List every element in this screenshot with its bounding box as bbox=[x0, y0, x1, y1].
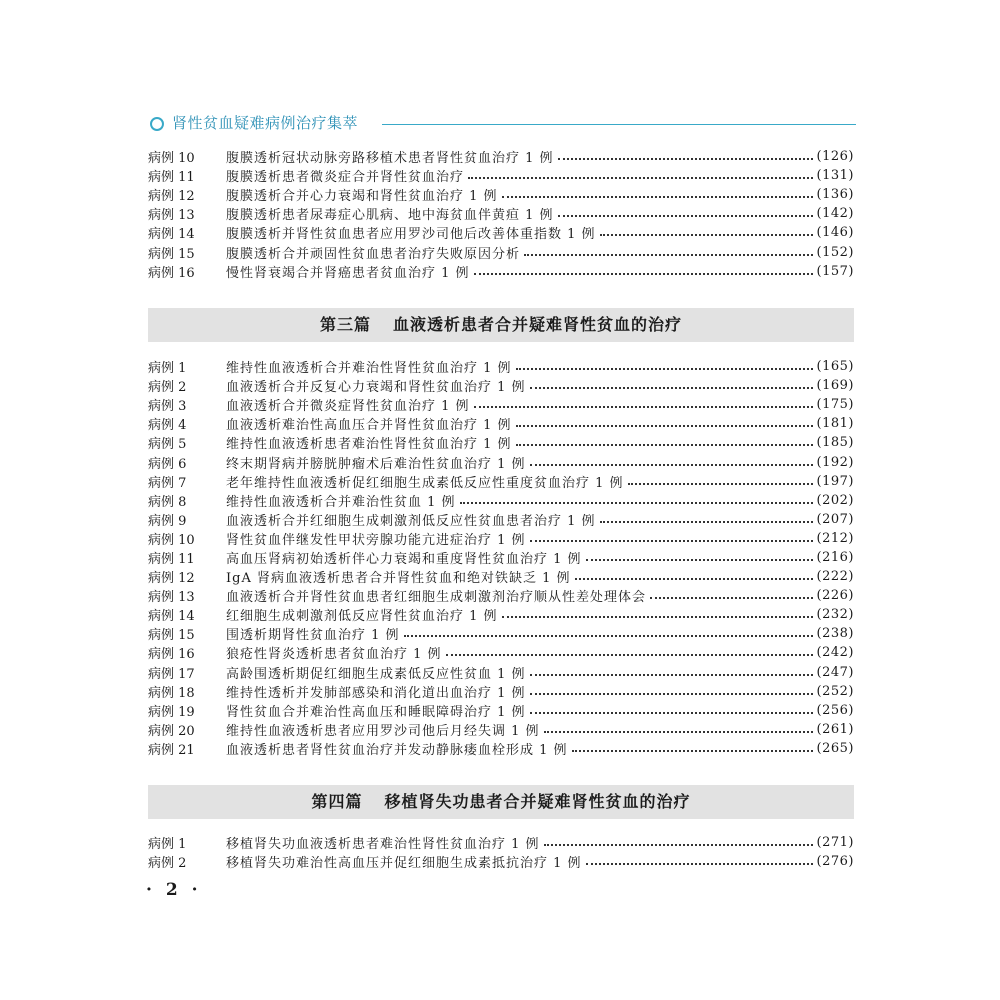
case-number: 病例 15 bbox=[148, 628, 195, 644]
dot-leader bbox=[600, 520, 813, 523]
toc-entry bbox=[148, 414, 854, 433]
dot-leader bbox=[474, 272, 813, 275]
case-title: 维持性血液透析合并难治性肾性贫血治疗 1 例 bbox=[226, 361, 512, 377]
case-number: 病例 9 bbox=[148, 513, 187, 529]
page-ref: (256) bbox=[816, 702, 854, 718]
dot-leader bbox=[530, 386, 813, 389]
page-ref: (181) bbox=[816, 416, 854, 432]
dot-leader bbox=[558, 157, 813, 160]
case-number: 病例 11 bbox=[148, 170, 195, 186]
case-number: 病例 1 bbox=[148, 837, 187, 853]
case-number: 病例 13 bbox=[148, 208, 195, 224]
page-number: · 2 · bbox=[146, 880, 202, 900]
page-ref: (142) bbox=[816, 206, 854, 222]
case-title: 移植肾失功难治性高血压并促红细胞生成素抵抗治疗 1 例 bbox=[226, 856, 582, 872]
toc-entry bbox=[148, 833, 854, 852]
case-title: 腹膜透析患者微炎症合并肾性贫血治疗 bbox=[226, 170, 465, 186]
case-title: 血液透析合并微炎症肾性贫血治疗 1 例 bbox=[226, 399, 470, 415]
case-title: 高血压肾病初始透析伴心力衰竭和重度肾性贫血治疗 1 例 bbox=[226, 551, 582, 567]
case-number: 病例 2 bbox=[148, 856, 187, 872]
case-title: 腹膜透析冠状动脉旁路移植术患者肾性贫血治疗 1 例 bbox=[226, 151, 554, 167]
toc-part4 bbox=[148, 833, 854, 871]
case-number: 病例 18 bbox=[148, 685, 195, 701]
case-number: 病例 10 bbox=[148, 151, 195, 167]
page-ref: (165) bbox=[816, 359, 854, 375]
dot-leader bbox=[474, 405, 813, 408]
dot-leader bbox=[586, 558, 813, 561]
section-heading-part4 bbox=[148, 785, 854, 819]
case-title: 维持性血液透析合并难治性贫血 1 例 bbox=[226, 494, 456, 510]
dot-leader bbox=[516, 367, 813, 370]
page-ref: (247) bbox=[816, 664, 854, 680]
page-ref: (252) bbox=[816, 683, 854, 699]
case-title: 慢性肾衰竭合并肾癌患者贫血治疗 1 例 bbox=[226, 265, 470, 281]
case-title: 老年维持性血液透析促红细胞生成素低反应性重度贫血治疗 1 例 bbox=[226, 475, 624, 491]
page-ref: (175) bbox=[816, 397, 854, 413]
case-title: 终末期肾病并膀胱肿瘤术后难治性贫血治疗 1 例 bbox=[226, 456, 526, 472]
case-number: 病例 20 bbox=[148, 723, 195, 739]
case-title: 血液透析合并反复心力衰竭和肾性贫血治疗 1 例 bbox=[226, 380, 526, 396]
case-number: 病例 2 bbox=[148, 380, 187, 396]
toc-entry bbox=[148, 147, 854, 166]
dot-leader bbox=[600, 233, 813, 236]
case-number: 病例 16 bbox=[148, 647, 195, 663]
toc-part3 bbox=[148, 357, 854, 758]
toc-entry bbox=[148, 510, 854, 529]
toc-entry bbox=[148, 643, 854, 662]
toc-entry bbox=[148, 852, 854, 871]
toc-entry bbox=[148, 204, 854, 223]
toc-entry bbox=[148, 242, 854, 261]
case-number: 病例 12 bbox=[148, 571, 195, 587]
case-title: 血液透析合并肾性贫血患者红细胞生成刺激剂治疗顺从性差处理体会 bbox=[226, 590, 647, 606]
case-number: 病例 8 bbox=[148, 494, 187, 510]
dot-leader bbox=[516, 424, 813, 427]
toc-entry bbox=[148, 586, 854, 605]
dot-leader bbox=[530, 463, 813, 466]
toc-entry bbox=[148, 491, 854, 510]
dot-leader bbox=[572, 749, 813, 752]
toc-entry bbox=[148, 223, 854, 242]
section-title: 血液透析患者合并疑难肾性贫血的治疗 bbox=[393, 315, 683, 334]
section-number: 第四篇 bbox=[311, 792, 363, 811]
toc-entry bbox=[148, 166, 854, 185]
case-number: 病例 16 bbox=[148, 265, 195, 281]
case-title: 腹膜透析并肾性贫血患者应用罗沙司他后改善体重指数 1 例 bbox=[226, 227, 596, 243]
page-ref: (157) bbox=[816, 263, 854, 279]
dot-leader bbox=[530, 692, 813, 695]
page-ref: (216) bbox=[816, 549, 854, 565]
circle-icon bbox=[150, 117, 164, 131]
case-title: 腹膜透析患者尿毒症心肌病、地中海贫血伴黄疸 1 例 bbox=[226, 208, 554, 224]
toc-entry bbox=[148, 185, 854, 204]
book-title: 肾性贫血疑难病例治疗集萃 bbox=[172, 114, 359, 132]
page-ref: (271) bbox=[816, 835, 854, 851]
page-ref: (169) bbox=[816, 378, 854, 394]
running-header bbox=[146, 112, 856, 136]
page-ref: (276) bbox=[816, 854, 854, 870]
case-number: 病例 3 bbox=[148, 399, 187, 415]
case-title: 肾性贫血伴继发性甲状旁腺功能亢进症治疗 1 例 bbox=[226, 532, 526, 548]
page-ref: (222) bbox=[816, 569, 854, 585]
dot-leader bbox=[586, 862, 813, 865]
toc-entry bbox=[148, 605, 854, 624]
toc-entry bbox=[148, 433, 854, 452]
case-number: 病例 17 bbox=[148, 666, 195, 682]
toc-entry bbox=[148, 529, 854, 548]
toc-entry bbox=[148, 376, 854, 395]
case-title: 红细胞生成刺激剂低反应肾性贫血治疗 1 例 bbox=[226, 609, 498, 625]
case-title: 腹膜透析合并心力衰竭和肾性贫血治疗 1 例 bbox=[226, 189, 498, 205]
dot-leader bbox=[524, 253, 813, 256]
dot-leader bbox=[404, 634, 813, 637]
toc-entry bbox=[148, 567, 854, 586]
case-title: IgA 肾病血液透析患者合并肾性贫血和绝对铁缺乏 1 例 bbox=[226, 571, 571, 587]
toc-entry bbox=[148, 701, 854, 720]
dot-leader bbox=[446, 653, 813, 656]
case-title: 维持性血液透析患者难治性肾性贫血治疗 1 例 bbox=[226, 437, 512, 453]
case-number: 病例 10 bbox=[148, 532, 195, 548]
toc-entry bbox=[148, 682, 854, 701]
case-number: 病例 1 bbox=[148, 361, 187, 377]
dot-leader bbox=[650, 596, 813, 599]
toc-entry bbox=[148, 739, 854, 758]
case-number: 病例 19 bbox=[148, 704, 195, 720]
dot-leader bbox=[530, 711, 813, 714]
page-ref: (261) bbox=[816, 721, 854, 737]
toc-entry bbox=[148, 452, 854, 471]
case-title: 腹膜透析合并顽固性贫血患者治疗失败原因分析 bbox=[226, 246, 521, 262]
page-ref: (212) bbox=[816, 530, 854, 546]
page-ref: (207) bbox=[816, 511, 854, 527]
case-title: 血液透析患者肾性贫血治疗并发动静脉瘘血栓形成 1 例 bbox=[226, 742, 568, 758]
toc-entry bbox=[148, 472, 854, 491]
toc-entry bbox=[148, 624, 854, 643]
case-number: 病例 5 bbox=[148, 437, 187, 453]
page-ref: (242) bbox=[816, 645, 854, 661]
case-title: 狼疮性肾炎透析患者贫血治疗 1 例 bbox=[226, 647, 442, 663]
toc-entry bbox=[148, 663, 854, 682]
case-title: 血液透析难治性高血压合并肾性贫血治疗 1 例 bbox=[226, 418, 512, 434]
toc-entry bbox=[148, 357, 854, 376]
dot-leader bbox=[544, 843, 813, 846]
case-title: 维持性血液透析患者应用罗沙司他后月经失调 1 例 bbox=[226, 723, 540, 739]
page-ref: (185) bbox=[816, 435, 854, 451]
case-number: 病例 12 bbox=[148, 189, 195, 205]
page-ref: (265) bbox=[816, 740, 854, 756]
toc-entry bbox=[148, 720, 854, 739]
dot-leader bbox=[558, 214, 813, 217]
dot-leader bbox=[502, 615, 813, 618]
dot-leader bbox=[468, 176, 813, 179]
case-number: 病例 4 bbox=[148, 418, 187, 434]
toc-entry bbox=[148, 548, 854, 567]
case-title: 围透析期肾性贫血治疗 1 例 bbox=[226, 628, 400, 644]
case-number: 病例 6 bbox=[148, 456, 187, 472]
case-number: 病例 15 bbox=[148, 246, 195, 262]
case-number: 病例 14 bbox=[148, 609, 195, 625]
case-title: 维持性透析并发肺部感染和消化道出血治疗 1 例 bbox=[226, 685, 526, 701]
page-ref: (192) bbox=[816, 454, 854, 470]
page-ref: (197) bbox=[816, 473, 854, 489]
case-number: 病例 7 bbox=[148, 475, 187, 491]
section-title: 移植肾失功患者合并疑难肾性贫血的治疗 bbox=[384, 792, 691, 811]
dot-leader bbox=[460, 501, 813, 504]
page-ref: (238) bbox=[816, 626, 854, 642]
dot-leader bbox=[516, 443, 813, 446]
section-heading-part3 bbox=[148, 308, 854, 342]
dot-leader bbox=[628, 482, 813, 485]
section-number: 第三篇 bbox=[319, 315, 371, 334]
dot-leader bbox=[544, 730, 813, 733]
case-title: 高龄围透析期促红细胞生成素低反应性贫血 1 例 bbox=[226, 666, 526, 682]
page-ref: (131) bbox=[816, 168, 854, 184]
case-number: 病例 11 bbox=[148, 551, 195, 567]
page-ref: (202) bbox=[816, 492, 854, 508]
page-ref: (136) bbox=[816, 187, 854, 203]
page-ref: (146) bbox=[816, 225, 854, 241]
page-ref: (152) bbox=[816, 244, 854, 260]
dot-leader bbox=[575, 577, 813, 580]
header-rule bbox=[382, 124, 856, 125]
case-number: 病例 13 bbox=[148, 590, 195, 606]
case-title: 移植肾失功血液透析患者难治性肾性贫血治疗 1 例 bbox=[226, 837, 540, 853]
page-ref: (226) bbox=[816, 588, 854, 604]
page-ref: (126) bbox=[816, 149, 854, 165]
case-number: 病例 14 bbox=[148, 227, 195, 243]
toc-entry bbox=[148, 395, 854, 414]
dot-leader bbox=[530, 673, 813, 676]
case-title: 血液透析合并红细胞生成刺激剂低反应性贫血患者治疗 1 例 bbox=[226, 513, 596, 529]
page-ref: (232) bbox=[816, 607, 854, 623]
toc-part2-tail bbox=[148, 147, 854, 281]
toc-entry bbox=[148, 262, 854, 281]
case-number: 病例 21 bbox=[148, 742, 195, 758]
dot-leader bbox=[530, 539, 813, 542]
case-title: 肾性贫血合并难治性高血压和睡眠障碍治疗 1 例 bbox=[226, 704, 526, 720]
dot-leader bbox=[502, 195, 813, 198]
